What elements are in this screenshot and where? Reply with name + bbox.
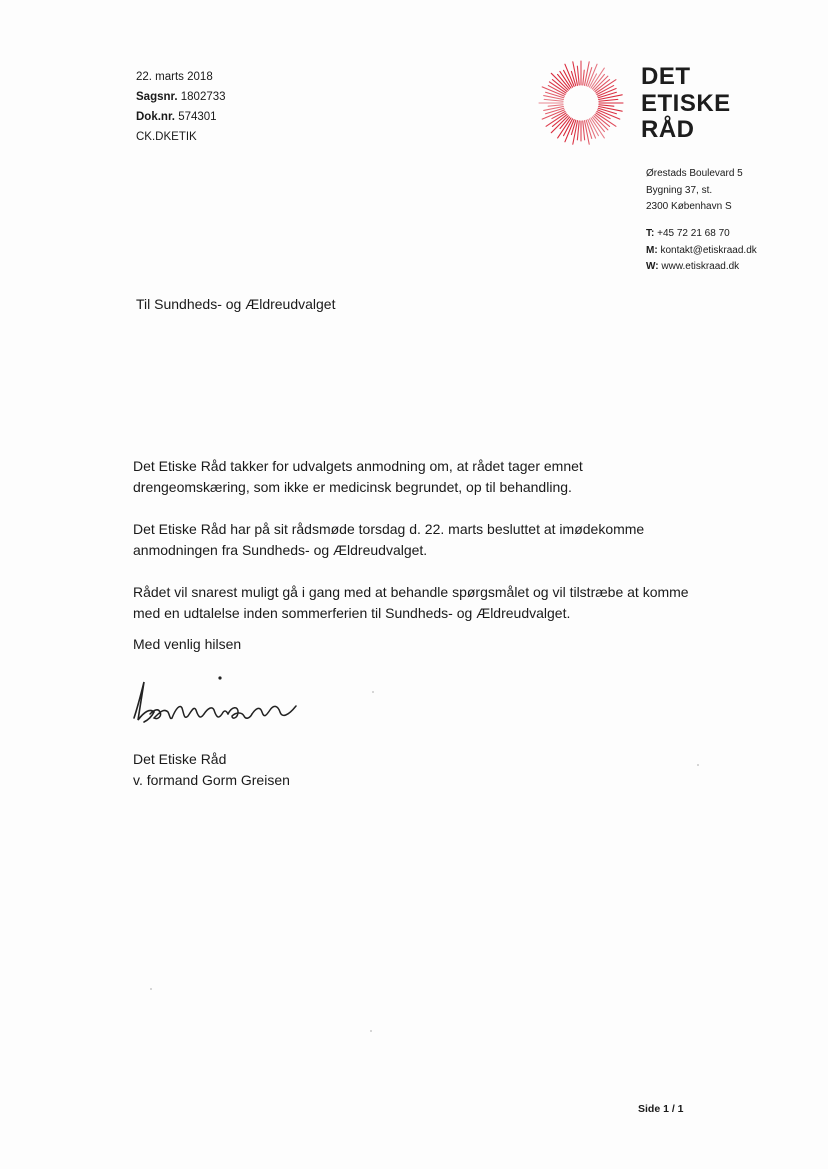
closing-salutation: Med venlig hilsen [133, 636, 242, 652]
recipient-line: Til Sundheds- og Ældreudvalget [136, 296, 336, 312]
paragraph-3: Rådet vil snarest muligt gå i gang med at behandle spørgsmålet og vil tilstræbe at komme med en udtalelse inden sommerferien til Sundheds- og Ældreudvalget. [133, 584, 689, 621]
address-city: 2300 København S [646, 201, 732, 212]
letter-body [133, 456, 693, 645]
document-number: Dok.nr. 574301 [136, 111, 217, 123]
contact-web: W: www.etiskraad.dk [646, 261, 740, 272]
handwritten-signature [120, 668, 320, 732]
letter-date: 22. marts 2018 [136, 71, 213, 83]
scan-speck [697, 764, 699, 766]
scan-speck [372, 691, 374, 693]
document-meta [136, 67, 226, 147]
sender-organization: Det Etiske Råd [133, 751, 227, 767]
sender-block [133, 749, 290, 791]
address-building: Bygning 37, st. [646, 184, 713, 196]
page-number: Side 1 / 1 [638, 1103, 684, 1115]
paragraph-2: Det Etiske Råd har på sit rådsmøde torsdag d. 22. marts besluttet at imødekomme anmodningen fra Sundheds- og Ældreudvalget. [133, 521, 645, 558]
case-number: Sagsnr. 1802733 [136, 91, 226, 103]
address-block [646, 166, 743, 216]
scan-speck [370, 1030, 372, 1032]
paragraph-1: Det Etiske Råd takker for udvalgets anmodning om, at rådet tager emnet drengeomskæring, som ikke er medicinsk begrundet, op til behandling. [133, 458, 583, 495]
address-street: Ørestads Boulevard 5 [646, 168, 743, 179]
sender-name: v. formand Gorm Greisen [133, 772, 290, 788]
contact-mail: M: kontakt@etiskraad.dk [646, 244, 757, 256]
contact-block [646, 226, 757, 276]
reference-code: CK.DKETIK [136, 131, 197, 143]
logo-wordmark: DET ETISKE RÅD [641, 63, 731, 143]
contact-phone: T: +45 72 21 68 70 [646, 228, 730, 239]
logo-sunburst-icon [538, 60, 624, 146]
scan-speck [150, 988, 152, 990]
